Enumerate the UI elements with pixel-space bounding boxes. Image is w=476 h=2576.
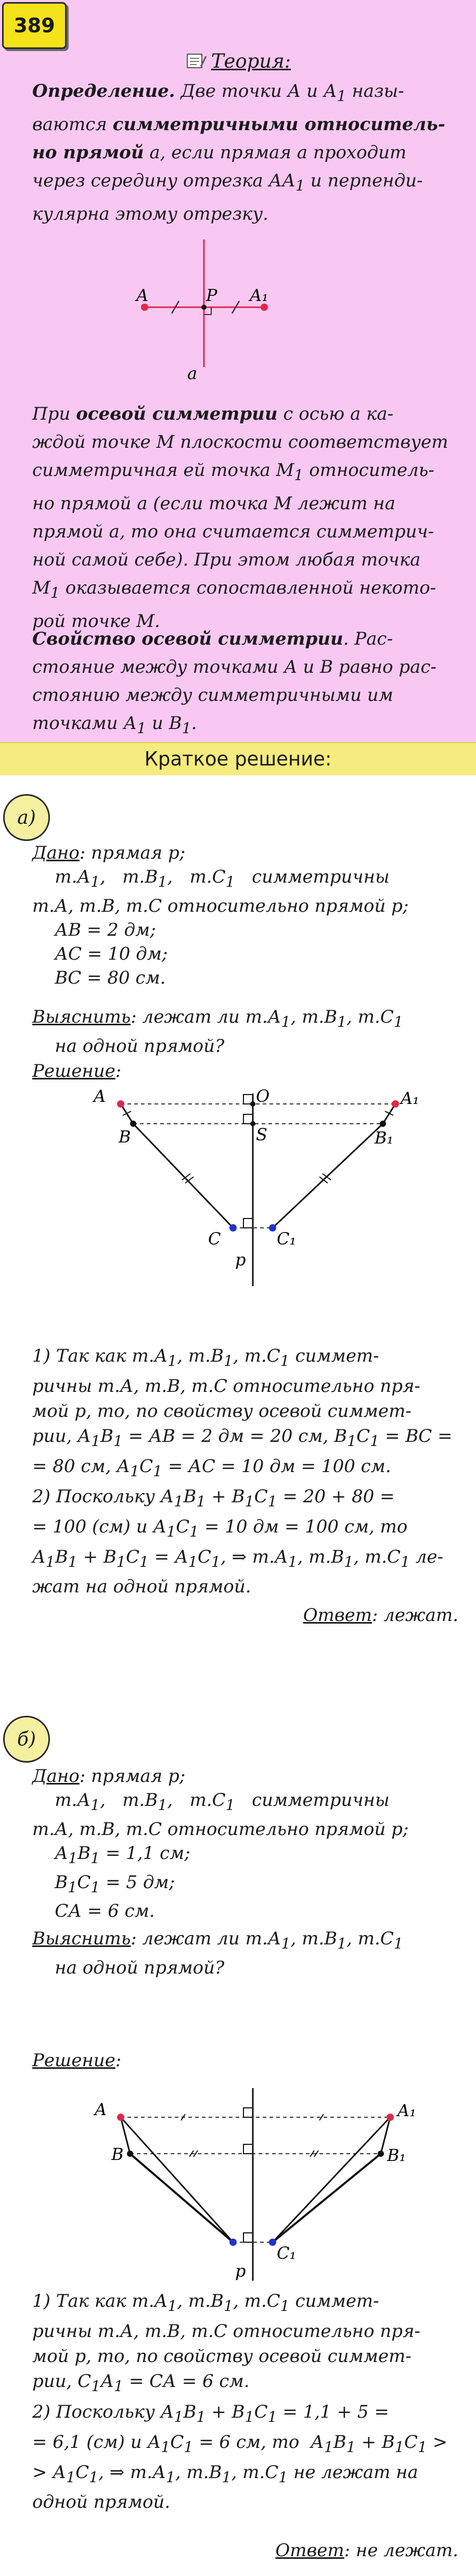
point-c <box>229 1224 237 1232</box>
point-o <box>250 1101 255 1107</box>
text-line: = 80 см, $А_1С_1$ = АС = 10 дм = 100 см. <box>32 1455 391 1480</box>
label-p: p <box>235 2261 246 2281</box>
segment-bc <box>133 1124 233 1228</box>
solution-label: Решение <box>32 1061 115 1082</box>
notebook-icon <box>185 52 207 70</box>
label-p: P <box>206 285 217 305</box>
label-b1: B₁ <box>387 2145 406 2165</box>
text-line: Свойство осевой симметрии. Рас- <box>32 629 393 649</box>
label-c1: C₁ <box>277 2243 297 2263</box>
text-line: При осевой симметрии с осью а ка- <box>32 404 394 424</box>
label-b: B <box>111 2144 124 2164</box>
theory-heading <box>0 50 476 72</box>
point-a1 <box>392 1100 399 1108</box>
text-line: Выяснить: лежат ли $т.А_1$, $т.В_1$, $т.С_1$ <box>32 1928 403 1952</box>
part-a-given <box>32 841 464 990</box>
part-b-answer: Ответ: не лежат. <box>275 2540 458 2561</box>
text-line: $т.А_1$, $т.В_1$, $т.С_1$ симметричны <box>32 866 390 890</box>
text-line: ричны т.А, т.В, т.С относительно пря- <box>32 2320 421 2342</box>
label-a: A <box>94 1088 106 1106</box>
part-a-find <box>32 1005 464 1058</box>
symmetry-figure <box>0 229 476 385</box>
label-c1: C₁ <box>277 1229 297 1249</box>
text-line: мой p, то, по свойству осевой симмет- <box>32 2345 411 2367</box>
label-a: A <box>95 2100 107 2119</box>
text-line: т.А, т.В, т.С относительно прямой p; <box>32 1818 409 1840</box>
point-c1 <box>269 1224 276 1232</box>
label-a1: A₁ <box>250 285 268 305</box>
text-line: $А_1В_1 + В_1С_1 = А_1С_1$, ⇒ $т.А_1$, $т.В_1$, $т.С_1$ ле- <box>32 1546 444 1570</box>
theory-title: Теория: <box>211 50 291 72</box>
text-line: рой точке М. <box>32 610 160 632</box>
part-a-solution-heading: Решение: <box>32 1061 122 1082</box>
short-solution-band: Краткое решение: <box>0 742 476 775</box>
label-b1: B₁ <box>375 1128 394 1148</box>
label-c: C <box>208 1229 221 1249</box>
text-line: СА = 6 см. <box>32 1901 155 1922</box>
text-line: $В_1С_1 = 5$ дм; <box>32 1871 175 1896</box>
segment-b1c1 <box>273 1124 383 1228</box>
label-a: A <box>136 285 149 305</box>
segment-a1c1 <box>273 2117 390 2242</box>
point-p <box>201 305 207 310</box>
text-line: симметричная ей точка $М_1$ относитель- <box>32 460 434 484</box>
label-b: B <box>119 1127 131 1147</box>
text-line: прямой а, то она считается симметрич- <box>32 521 434 542</box>
point-a <box>117 2114 124 2121</box>
text-line: рии, $С_1А_1$ = СА = 6 см. <box>32 2370 250 2395</box>
part-b-given <box>32 1764 464 1923</box>
text-line: ждой точке М плоскости соответствует <box>32 432 448 453</box>
text-line: точками $А_1$ и $В_1$. <box>32 713 197 737</box>
problem-number-badge: 389 <box>2 2 67 49</box>
text-line: ВС = 80 см. <box>32 967 166 988</box>
part-b-step1 <box>32 2289 464 2399</box>
text-line: Дано: прямая p; <box>32 1766 186 1787</box>
label-axis-a: a <box>187 363 198 383</box>
part-b-find <box>32 1927 464 1980</box>
point-c1 <box>269 2239 276 2246</box>
point-a1 <box>387 2114 394 2121</box>
text-line: Дано: прямая p; <box>32 843 186 863</box>
text-line: Выяснить: лежат ли $т.А_1$, $т.В_1$, $т.С_1$ <box>32 1007 403 1031</box>
segment-bc <box>130 2154 233 2242</box>
label-a1: A₁ <box>401 1088 419 1108</box>
text-line: ной самой себе). При этом любая точка <box>32 549 421 570</box>
point-s <box>250 1121 255 1126</box>
property-text <box>32 625 459 743</box>
part-a-label: а) <box>3 794 50 841</box>
definition-text <box>32 77 459 228</box>
point-b <box>130 1121 136 1127</box>
text-line: ричны т.А, т.В, т.С относительно пря- <box>32 1375 421 1397</box>
part-a-figure <box>0 1088 476 1291</box>
text-line: но прямой а (если точка М лежит на <box>32 493 395 514</box>
text-line: > $А_1С_1$, ⇒ $т.А_1$, $т.В_1$, $т.С_1$ не лежат на <box>32 2461 418 2486</box>
text-line: $А_1В_1 = 1,1$ см; <box>32 1842 190 1867</box>
text-line: Определение. Две точки А и $А_1$ назы- <box>32 81 404 105</box>
text-line: $М_1$ оказывается сопоставленной некото- <box>32 577 436 601</box>
point-b1 <box>380 1121 386 1127</box>
text-line: 1) Так как $т.А_1$, $т.В_1$, $т.С_1$ симмет- <box>32 2291 379 2315</box>
point-c <box>229 2239 237 2246</box>
axial-symmetry-text <box>32 400 459 635</box>
segment-ac <box>121 2117 233 2242</box>
text-line: на одной прямой? <box>32 1035 225 1057</box>
text-line: жат на одной прямой. <box>32 1576 251 1598</box>
text-line: АВ = 2 дм; <box>32 919 156 940</box>
text-line: 2) Поскольку $А_1В_1 + В_1С_1 = 1,1 + 5$ = <box>32 2402 389 2426</box>
label-a1: A₁ <box>397 2101 416 2120</box>
point-b1 <box>378 2151 384 2157</box>
part-a-step1 <box>32 1343 464 1484</box>
text-line: ваются симметричными относитель- <box>32 114 445 135</box>
text-line: 1) Так как $т.А_1$, $т.В_1$, $т.С_1$ симмет- <box>32 1346 379 1369</box>
text-line: но прямой а, если прямая а проходит <box>32 142 407 163</box>
text-line: стоянию между симметричными им <box>32 685 393 706</box>
part-b-figure <box>0 2083 476 2286</box>
text-line: через середину отрезка $АА_1$ и перпенди- <box>32 170 423 194</box>
label-p: p <box>235 1250 246 1270</box>
segment-b1c1 <box>273 2154 381 2242</box>
part-a-step2 <box>32 1484 464 1599</box>
text-line: рии, $А_1В_1$ = АВ = 2 дм = 20 см, $В_1С_1$ = ВС = <box>32 1425 453 1450</box>
part-b-step2 <box>32 2399 464 2515</box>
right-angle-mark <box>243 2144 253 2154</box>
solution-label: Решение <box>32 2050 115 2071</box>
text-line: на одной прямой? <box>32 1957 225 1978</box>
text-line: мой p, то, по свойству осевой симмет- <box>32 1400 411 1422</box>
text-line: АС = 10 дм; <box>32 943 168 964</box>
text-line: = 100 (см) и $А_1С_1 = 10$ дм = 100 см, то <box>32 1516 408 1540</box>
text-line: $т.А_1$, $т.В_1$, $т.С_1$ симметричны <box>32 1790 390 1814</box>
part-b-solution-heading: Решение: <box>32 2050 122 2071</box>
label-s: S <box>256 1125 267 1145</box>
text-line: = 6,1 (см) и $А_1С_1 = 6$ см, то $А_1В_1 + В_1С_1$ > <box>32 2431 448 2456</box>
part-b-label: б) <box>3 1716 50 1763</box>
text-line: 2) Поскольку $А_1В_1 + В_1С_1 = 20 + 80$ = <box>32 1486 395 1510</box>
right-angle-mark <box>243 2108 253 2117</box>
right-angle-mark <box>243 2233 253 2242</box>
label-o: O <box>256 1088 270 1106</box>
point-b <box>127 2151 133 2157</box>
point-a <box>117 1100 124 1108</box>
text-line: т.А, т.В, т.С относительно прямой p; <box>32 895 409 916</box>
text-line: стояние между точками А и В равно рас- <box>32 657 436 677</box>
part-a-answer: Ответ: лежат. <box>303 1605 458 1626</box>
text-line: кулярна этому отрезку. <box>32 203 268 224</box>
right-angle-mark <box>243 1218 253 1228</box>
text-line: одной прямой. <box>32 2492 171 2513</box>
